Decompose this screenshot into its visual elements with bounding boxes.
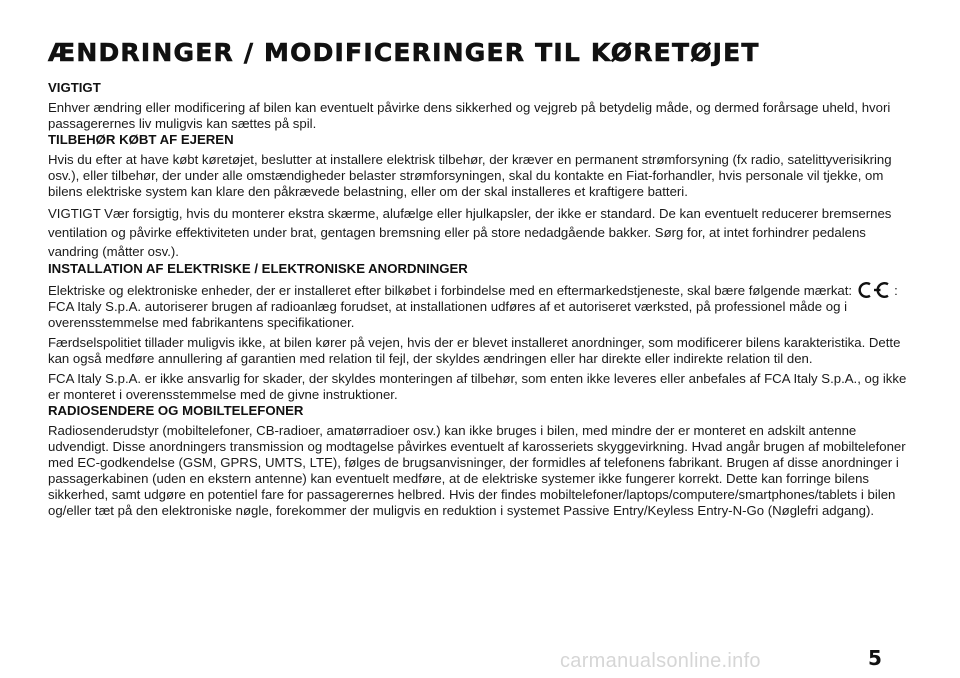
page-number: 5 bbox=[868, 646, 882, 670]
paragraph-tilbehoer-1: Hvis du efter at have købt køretøjet, beslutter at installere elektrisk tilbehør, der kræver en permanent strømforsyning (fx radio, satelittyverisikring osv.), eller tilbehør, der under alle omstændigheder belaster strømforsyningen, skal du kontakte en Fiat-forhandler, hvis personale vil tjekke, om bilens elektriske system kan klare den påkrævede belastning, eller om der skal installeres et kraftigere batteri. bbox=[48, 152, 892, 199]
paragraph-installation-2: Færdselspolitiet tillader muligvis ikke, at bilen kører på vejen, hvis der er blevet installeret anordninger, som modificerer bilens karakteristika. Dette kan også medføre annullering af garantien med relation til fejl, der skyldes ændringen eller har direkte eller indirekte relation til den. bbox=[48, 335, 901, 366]
paragraph-installation-1-end: : FCA Italy S.p.A. autoriserer brugen af radioanlæg forudset, at installationen udføres af et autoriseret værksted, på professionel måde og i overensstemmelse med fabrikantens specifikationer. bbox=[48, 283, 898, 330]
section-heading-radiosendere: RADIOSENDERE OG MOBILTELEFONER bbox=[48, 403, 304, 418]
paragraph-tilbehoer-2: VIGTIGT Vær forsigtig, hvis du monterer ekstra skærme, alufælge eller hjulkapsler, der ikke er standard. De kan eventuelt reducerer bremsernes ventilation og påvirke effektiviteten under brat, gentagen bremsning eller på store nedadgående bakker. Sørg for, at intet forhindrer pedalens vandring (måtter osv.). bbox=[48, 206, 892, 259]
paragraph-installation-1 bbox=[48, 281, 914, 331]
watermark-text: carmanualsonline.info bbox=[560, 650, 761, 672]
paragraph-installation-1-start: Elektriske og elektroniske enheder, der er installeret efter bilkøbet i forbindelse med en eftermarkedstjeneste, skal bære følgende mærkat: bbox=[48, 283, 853, 298]
paragraph-radiosendere: Radiosenderudstyr (mobiltelefoner, CB-radioer, amatørradioer osv.) kan ikke bruges i bilen, med mindre der er monteret en adskilt antenne udvendigt. Disse anordningers transmission og modtagelse påvirkes eventuelt af karosseriets skyggevirkning. Hvad angår brugen af mobiltelefoner med EC-godkendelse (GSM, GPRS, UMTS, LTE), følges de brugsanvisninger, der formidles af telefonens fabrikant. Brugen af disse anordninger i passagerkabinen (uden en ekstern antenne) kan eventuelt medføre, at de elektriske systemer ikke fungerer korrekt. Dette kan forringe bilens sikkerhed, samt udgøre en potentiel fare for passagerernes helbred. Hvis der findes mobiltelefoner/laptops/computere/smartphones/tablets i bilen og/eller tæt på den elektroniske nøgle, forekommer der muligvis en reduktion i systemet Passive Entry/Keyless Entry-N-Go (Nøglefri adgang). bbox=[48, 423, 906, 518]
paragraph-installation-3: FCA Italy S.p.A. er ikke ansvarlig for skader, der skyldes monteringen af tilbehør, som enten ikke leveres eller anbefales af FCA Italy S.p.A., og ikke er monteret i overensstemmelse med de givne instruktioner. bbox=[48, 371, 907, 402]
paragraph-vigtigt: Enhver ændring eller modificering af bilen kan eventuelt påvirke dens sikkerhed og vejgreb på betydelig måde, og dermed forårsage uheld, hvori passagerernes liv muligvis kan sættes på spil. bbox=[48, 100, 891, 131]
ce-mark-icon bbox=[854, 281, 892, 299]
section-heading-installation: INSTALLATION AF ELEKTRISKE / ELEKTRONISKE ANORDNINGER bbox=[48, 261, 468, 276]
section-heading-tilbehoer: TILBEHØR KØBT AF EJEREN bbox=[48, 132, 234, 147]
manual-page bbox=[48, 38, 914, 523]
page-title: ÆNDRINGER / MODIFICERINGER TIL KØRETØJET bbox=[48, 38, 760, 67]
section-heading-vigtigt: VIGTIGT bbox=[48, 80, 101, 95]
